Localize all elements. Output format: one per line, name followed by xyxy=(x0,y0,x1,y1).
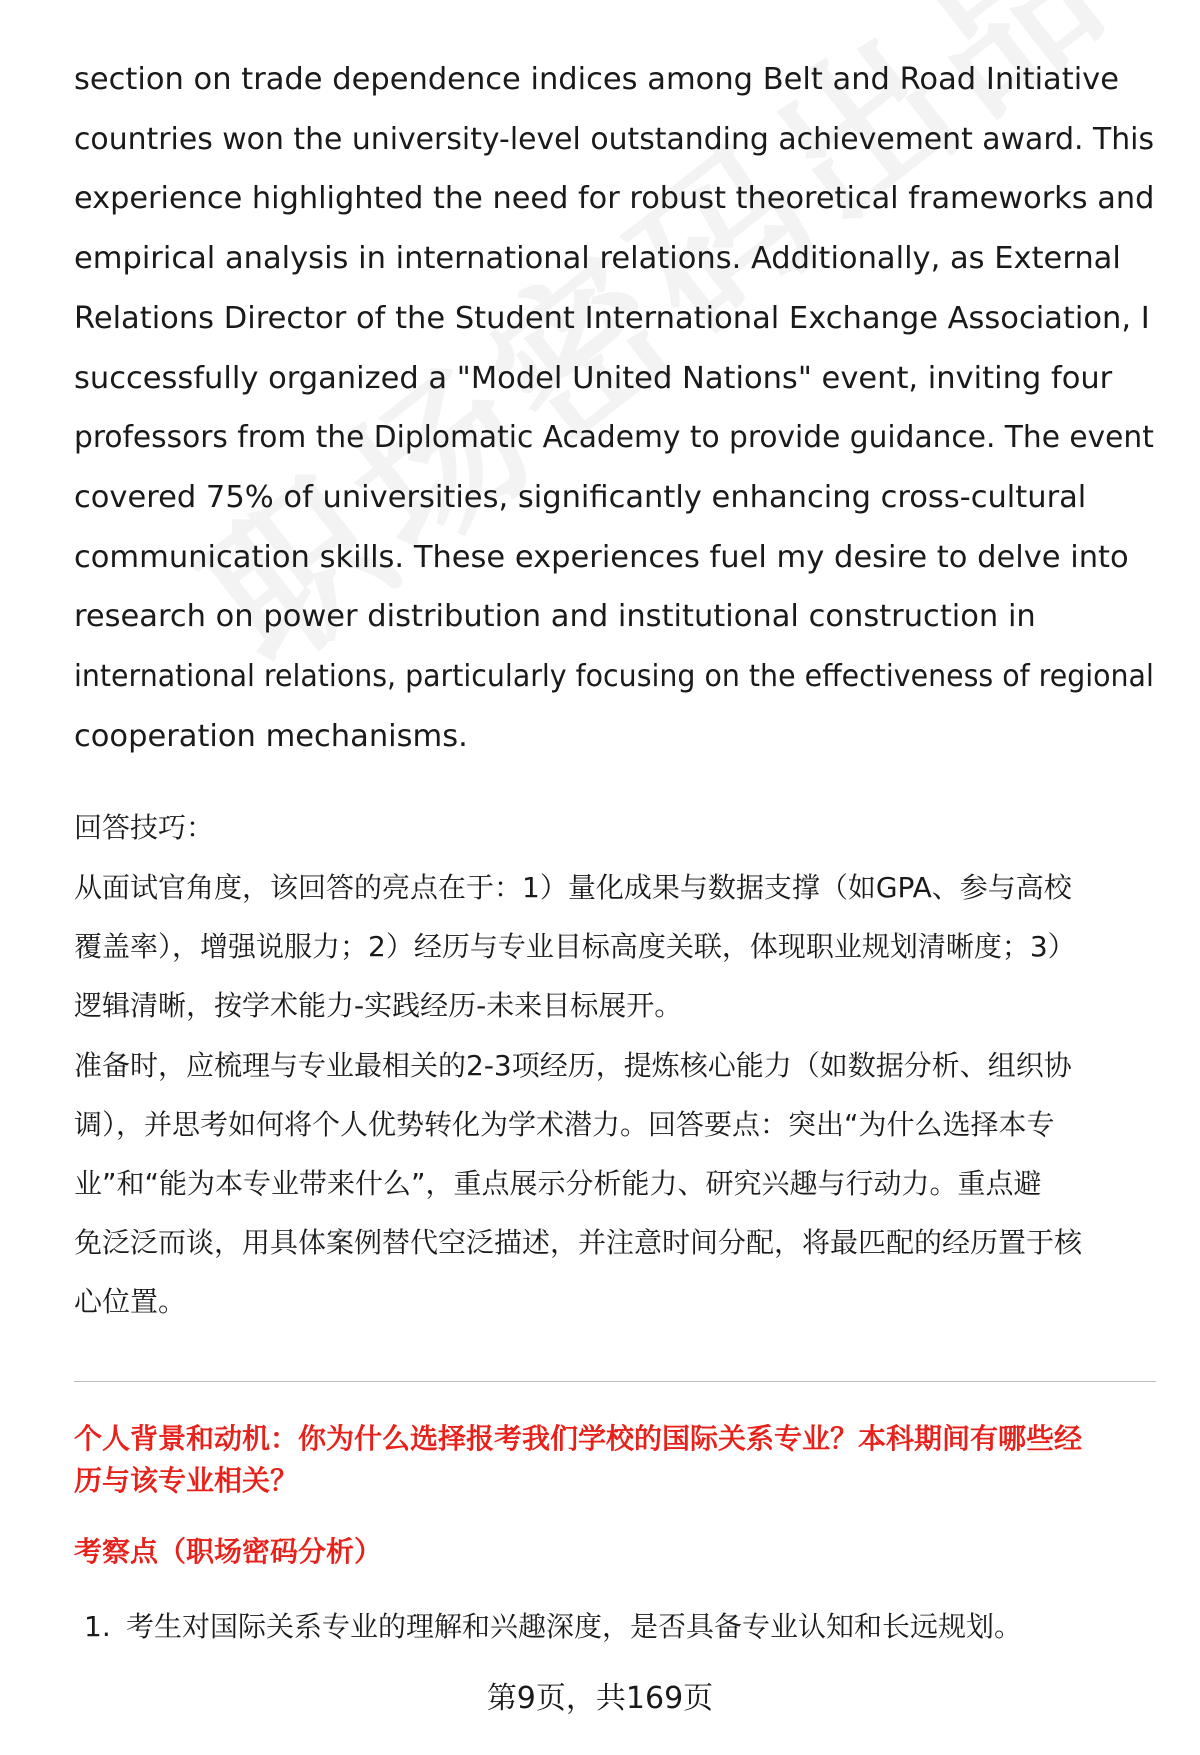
list-item-number: 1. xyxy=(84,1610,111,1643)
answer-line: successfully organized a "Model United Nations" event, inviting four xyxy=(74,360,1113,396)
question-line: 历与该专业相关？ xyxy=(74,1464,299,1497)
answer-line: section on trade dependence indices among Belt and Road Initiative xyxy=(74,62,1119,97)
answer-line: empirical analysis in international relations. Additionally, as External xyxy=(74,241,1121,277)
answer-line: communication skills. These experiences fuel my desire to delve into xyxy=(74,539,1129,575)
question-heading xyxy=(74,1418,1164,1502)
tips-label: 回答技巧： xyxy=(74,811,215,844)
answer-line: Relations Director of the Student International Exchange Association, I xyxy=(74,300,1150,336)
tips-line: 心位置。 xyxy=(74,1285,187,1318)
answer-line: international relations, particularly focusing on the effectiveness of regional xyxy=(74,659,1154,695)
answer-line: professors from the Diplomatic Academy to provide guidance. The event xyxy=(74,420,1154,456)
answer-line: countries won the university-level outstanding achievement award. This xyxy=(74,121,1155,157)
question-line: 个人背景和动机：你为什么选择报考我们学校的国际关系专业？本科期间有哪些经 xyxy=(74,1422,1083,1455)
tips-paragraph-highlights xyxy=(74,858,1154,1035)
list-item xyxy=(84,1602,1022,1652)
tips-line: 免泛泛而谈，用具体案例替代空泛描述，并注意时间分配，将最匹配的经历置于核 xyxy=(74,1226,1083,1259)
section-heading: 考察点（职场密码分析） xyxy=(74,1535,383,1568)
tips-line: 业”和“能为本专业带来什么”，重点展示分析能力、研究兴趣与行动力。重点避 xyxy=(74,1167,1042,1200)
answer-line: cooperation mechanisms. xyxy=(74,718,468,754)
tips-line: 从面试官角度，该回答的亮点在于：1）量化成果与数据支撑（如GPA、参与高校 xyxy=(74,871,1072,904)
tips-line: 调），并思考如何将个人优势转化为学术潜力。回答要点：突出“为什么选择本专 xyxy=(74,1108,1055,1141)
answer-line: research on power distribution and institutional construction in xyxy=(74,599,1036,635)
answer-line: covered 75% of universities, significantly enhancing cross-cultural xyxy=(74,479,1087,515)
tips-paragraph-preparation xyxy=(74,1036,1154,1331)
tips-line: 覆盖率），增强说服力；2）经历与专业目标高度关联，体现职业规划清晰度；3） xyxy=(74,930,1076,963)
answer-line: experience highlighted the need for robust theoretical frameworks and xyxy=(74,181,1155,217)
tips-line: 准备时，应梳理与专业最相关的2-3项经历，提炼核心能力（如数据分析、组织协 xyxy=(74,1049,1072,1082)
section-divider xyxy=(74,1381,1156,1382)
answer-paragraph xyxy=(74,50,1154,766)
tips-line: 逻辑清晰，按学术能力-实践经历-未来目标展开。 xyxy=(74,989,683,1022)
list-item-text: 考生对国际关系专业的理解和兴趣深度，是否具备专业认知和长远规划。 xyxy=(126,1610,1023,1643)
page-footer: 第9页，共169页 xyxy=(486,1681,714,1716)
